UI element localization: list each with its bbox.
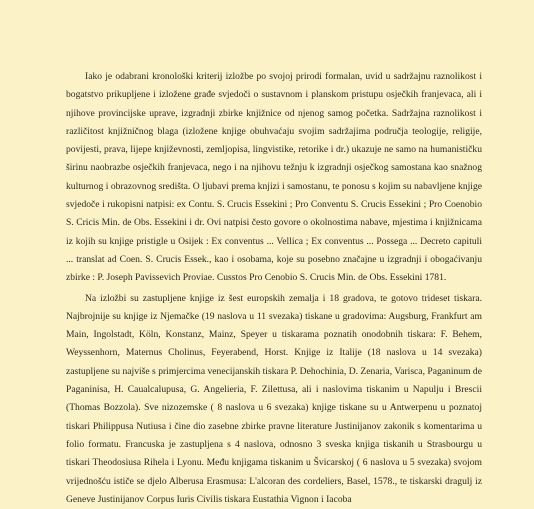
paragraph-exhibition-origins: Na izložbi su zastupljene knjige iz šest europskih zemalja i 18 gradova, te gotovo trideset tiskara. Najbrojnije su knjige iz Njemačke (19 naslova u 11 svezaka) tiskane u gradovima: Augsburg, Frankfurt am Main, Ingolstadt, Köln, Konstanz, Mainz, Speyer u tiskarama poznatih onodobnih tiskara: F. Behem, Weyssenhorn, Maternus Cholinus, Feyerabend, Horst. Knjige iz Italije (18 naslova u 14 svezaka) zastupljene su najviše s primjercima venecijanskih tiskara P. Dehochinia, D. Zenaria, Varisca, Paganinum de Paganinisa, H. Caualcalupusa, G. Angelieria, F. Zilettusa, ali i naslovima tiskanim u Napulju i Brescii (Thomas Bozzola). Sve nizozemske ( 8 naslova u 6 svezaka) knjige tiskane su u Antwerpenu u poznatoj tiskari Philippusa Nutiusa i čine dio zasebne zbirke pravne literature Justinijanov zakonik s komentarima u folio formatu. Francuska je zastupljena s 4 naslova, odnosno 3 sveska knjiga tiskanih u Strasbourgu u tiskari Theodosiusa Rihela i Lyonu. Među knjigama tiskanim u Švicarskoj ( 6 naslova u 5 svezaka) svojom vrijednošću ističe se djelo Alberusa Erasmusa: L'alcoran des cordeliers, Basel, 1578., te tiskarski dragulj iz Geneve Justinijanov Corpus Iuris Civilis tiskara Eustathia Vignon i Iacoba — [66, 292, 482, 505]
document-text-column — [66, 68, 482, 509]
paragraph-exhibition-criteria: Iako je odabrani kronološki kriterij izložbe po svojoj prirodi formalan, uvid u sadržajnu raznolikost i bogatstvo prikupljene i izložene građe svjedoči o sustavnom i planskom pristupu osječkih franjevaca, ali i njihove provincijske uprave, izgradnji zbirke knjižnice od njenog samog početka. Sadržajna raznolikost i različitost knjižničnog blaga (izložene knjige obuhvaćaju svojim sadržajima područja teologije, religije, povijesti, prava, lijepe književnosti, zemljopisa, lingvistike, retorike i dr.) ukazuje ne samo na humanističku širinu naobrazbe osječkih franjevaca, nego i na njihovu težnju k izgradnji osječkog samostana kao snažnog kulturnog i obrazovnog središta. O ljubavi prema knjizi i samostanu, te ponosu s kojim su nabavljene knjige svjedoče i rukopisni natpisi: ex Contu. S. Crucis Essekini ; Pro Conventu S. Crucis Essekini ; Pro Coenobio S. Cricis Min. de Obs. Essekini i dr. Ovi natpisi često govore o okolnostima nabave, mjestima i knjižnicama iz kojih su knjige pristigle u Osijek : Ex conventus ... Vellica ; Ex conventus ... Possega ... Decreto capituli ... translat ad Coen. S. Crucis Essek., kao i osobama, koje su posebno značajne u izgradnji i obogaćivanju zbirke : P. Joseph Pavissevich Proviae. Cusstos Pro Cenobio S. Crucis Min. de Obs. Essekini 1781. — [66, 71, 482, 284]
